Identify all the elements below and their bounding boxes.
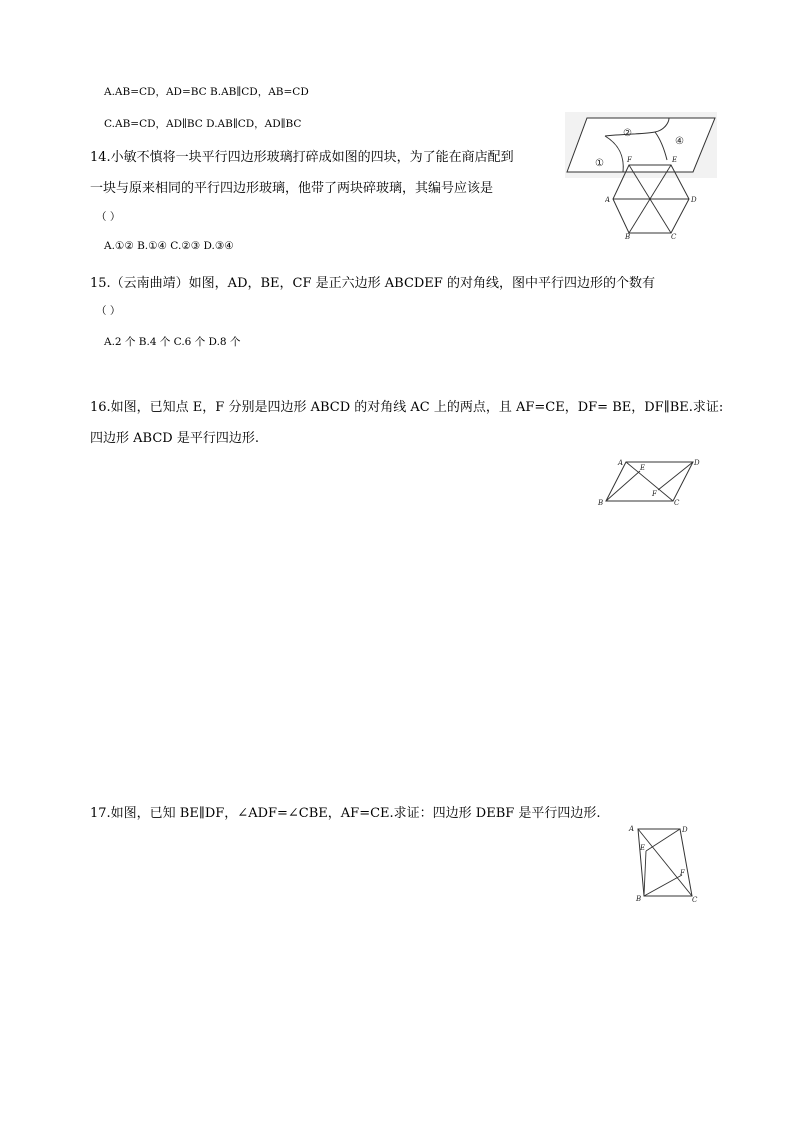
q14-text-line1: 14.小敏不慎将一块平行四边形玻璃打碎成如图的四块，为了能在商店配到 (90, 150, 514, 165)
hex-label-F: F (627, 156, 632, 164)
q15-answer-blank: （ ） (96, 305, 121, 317)
q16-label-A: A (618, 459, 624, 467)
glass-piece-4-label: ④ (675, 136, 684, 147)
q17-label-B: B (636, 895, 642, 903)
glass-piece-2-label: ② (623, 128, 632, 139)
glass-piece-1-label: ① (595, 158, 604, 169)
q17-text-line1: 17.如图，已知 BE∥DF，∠ADF=∠CBE，AF=CE.求证：四边形 DEBF 是平行四边形. (90, 806, 601, 821)
q16-text-line2: 四边形 ABCD 是平行四边形. (90, 431, 259, 446)
q16-text-line1: 16.如图，已知点 E，F 分别是四边形 ABCD 的对角线 AC 上的两点，且 AF=CE，DF= BE，DF∥BE.求证: (90, 400, 724, 415)
q16-parallelogram-figure (594, 455, 706, 509)
q15-text-line1: 15.（云南曲靖）如图，AD，BE，CF 是正六边形 ABCDEF 的对角线，图中平行四边形的个数有 (90, 276, 655, 291)
q16-label-E: E (640, 464, 646, 472)
q17-label-D: D (682, 826, 688, 834)
q17-label-F: F (680, 869, 685, 877)
q13-options-line2: C.AB=CD，AD∥BC D.AB∥CD，AD∥BC (104, 118, 302, 130)
q17-label-E: E (640, 844, 646, 852)
q16-label-C: C (674, 499, 680, 507)
hex-label-B: B (625, 233, 631, 240)
q16-label-D: D (694, 459, 700, 467)
hex-label-C: C (671, 233, 677, 240)
q13-options-line1: A.AB=CD，AD=BC B.AB∥CD，AB=CD (104, 86, 309, 98)
q15-options: A.2 个 B.4 个 C.6 个 D.8 个 (104, 336, 241, 348)
q17-label-A: A (629, 825, 635, 833)
q14-options: A.①② B.①④ C.②③ D.③④ (104, 240, 234, 252)
q14-text-line2: 一块与原来相同的平行四边形玻璃，他带了两块碎玻璃，其编号应该是 (90, 181, 494, 196)
q16-label-F: F (652, 490, 657, 498)
hex-label-A: A (605, 196, 611, 204)
q17-quadrilateral-figure (626, 823, 706, 905)
hexagon-figure (605, 155, 700, 240)
q16-label-B: B (598, 499, 604, 507)
q17-label-C: C (692, 896, 698, 904)
hex-label-D: D (691, 196, 697, 204)
q14-answer-blank: （ ） (96, 211, 121, 223)
hex-label-E: E (672, 156, 678, 164)
